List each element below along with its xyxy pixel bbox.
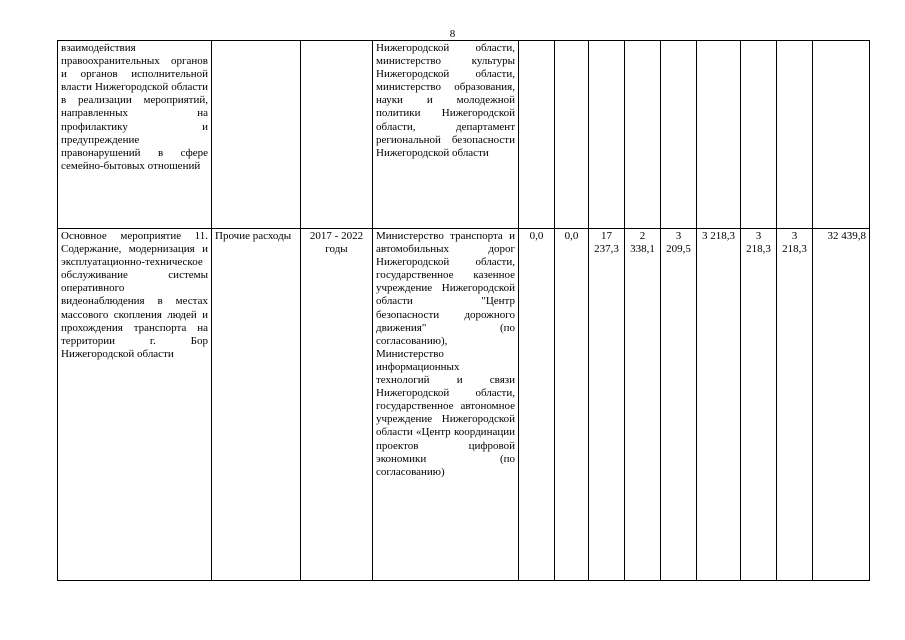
value-cell bbox=[589, 41, 625, 229]
table-row bbox=[58, 229, 870, 581]
value-cell bbox=[697, 41, 741, 229]
value-cell: 0,0 bbox=[555, 229, 589, 581]
value-cell bbox=[625, 41, 661, 229]
total-cell: 32 439,8 bbox=[813, 229, 870, 581]
value-cell bbox=[777, 41, 813, 229]
value-cell: 0,0 bbox=[519, 229, 555, 581]
executors-cell: Нижегородской области, министерство культуры Нижегородской области, министерство образования, науки и молодежной политики Нижегородской области, департамент региональной безопасности Нижегородской области bbox=[373, 41, 519, 229]
value-cell bbox=[741, 41, 777, 229]
event-name-cell: Основное мероприятие 11. Содержание, модернизация и эксплуатационно-техническое обслуживание системы оперативного видеонаблюдения в местах массового скопления людей и прохождения транспорта на территории г. Бор Нижегородской области bbox=[58, 229, 212, 581]
value-cell bbox=[661, 41, 697, 229]
value-cell: 2 338,1 bbox=[625, 229, 661, 581]
value-cell: 17 237,3 bbox=[589, 229, 625, 581]
period-cell: 2017 - 2022 годы bbox=[301, 229, 373, 581]
funding-source-cell: Прочие расходы bbox=[212, 229, 301, 581]
period-cell bbox=[301, 41, 373, 229]
executors-cell: Министерство транспорта и автомобильных дорог Нижегородской области, государственное казенное учреждение Нижегородской области "Центр безопасности дорожного движения" (по согласованию), Министерство информационных технологий и связи Нижегородской области, государственное автономное учреждение Нижегородской области «Центр координации проектов цифровой экономики (по согласованию) bbox=[373, 229, 519, 581]
value-cell bbox=[519, 41, 555, 229]
table-row bbox=[58, 41, 870, 229]
program-table bbox=[57, 40, 870, 581]
total-cell bbox=[813, 41, 870, 229]
value-cell: 3 218,3 bbox=[741, 229, 777, 581]
value-cell bbox=[555, 41, 589, 229]
value-cell: 3 218,3 bbox=[777, 229, 813, 581]
value-cell: 3 209,5 bbox=[661, 229, 697, 581]
value-cell: 3 218,3 bbox=[697, 229, 741, 581]
funding-source-cell bbox=[212, 41, 301, 229]
page-number: 8 bbox=[449, 28, 456, 40]
event-name-cell: взаимодействия правоохранительных органов и органов исполнительной власти Нижегородской области в реализации мероприятий, направленных на профилактику и предупреждение правонарушений в сфере семейно-бытовых отношений bbox=[58, 41, 212, 229]
